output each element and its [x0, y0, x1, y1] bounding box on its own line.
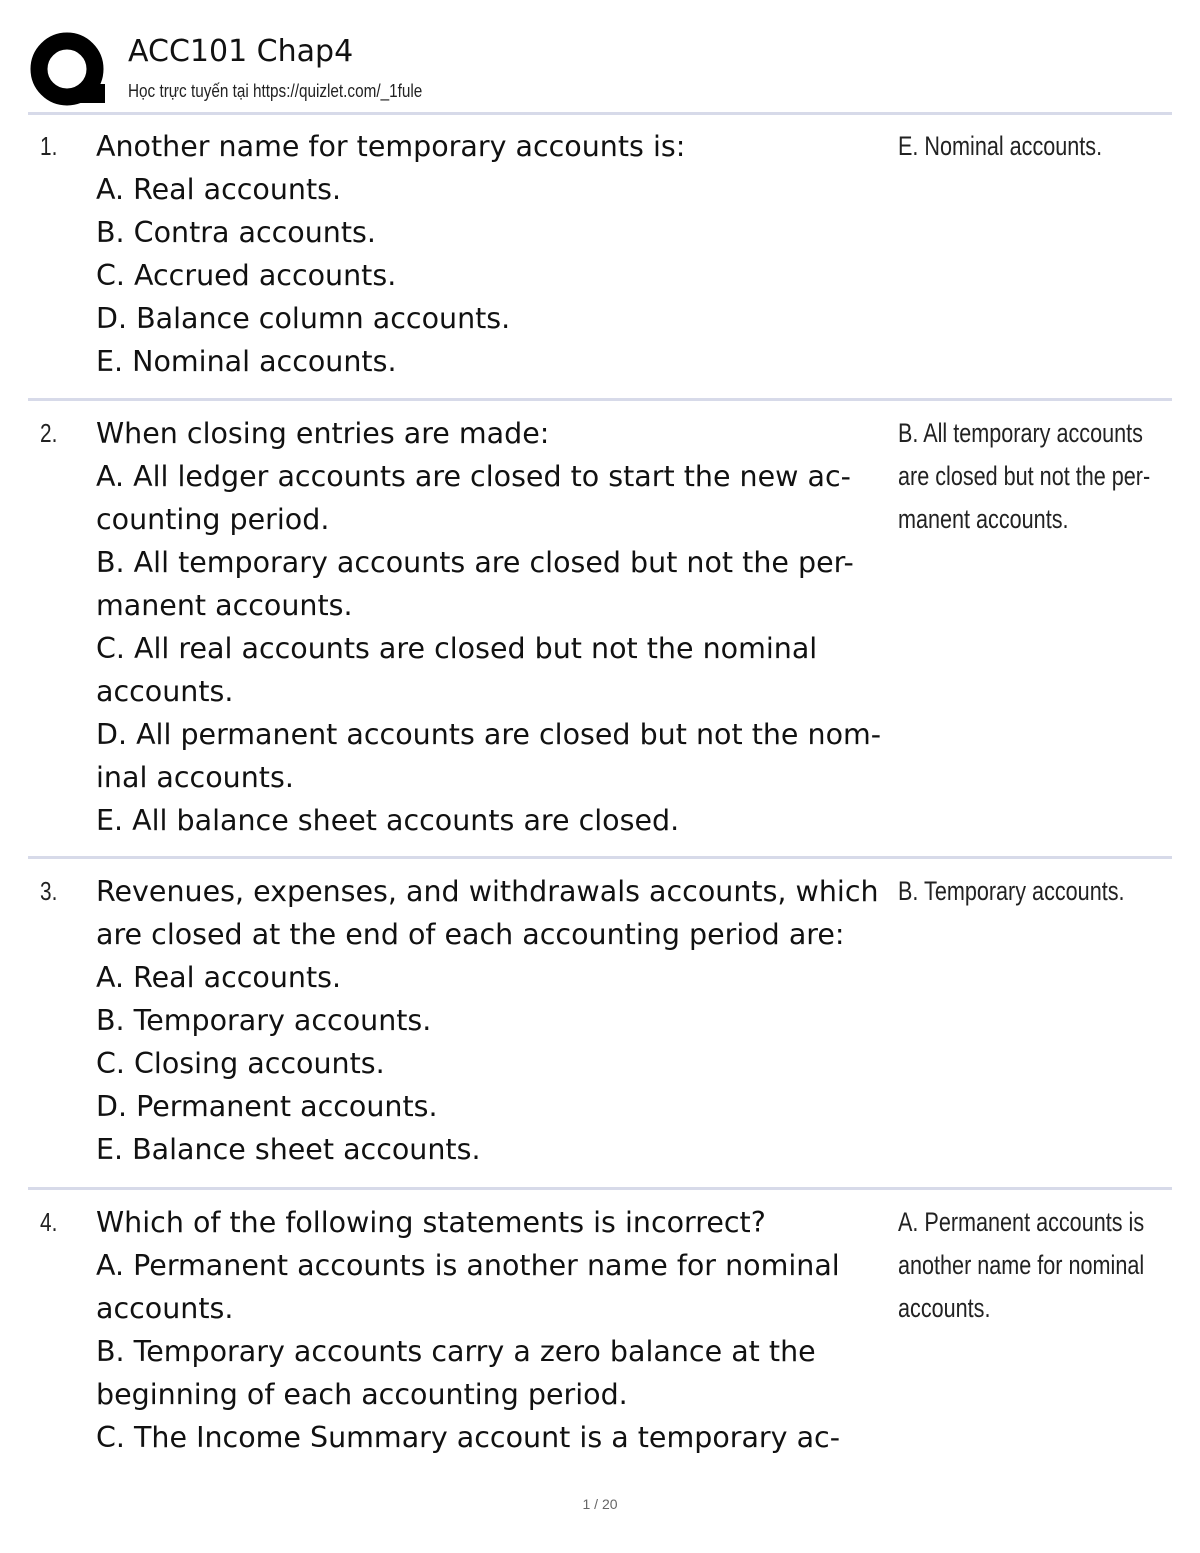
question-line: C. Accrued accounts.	[96, 259, 397, 292]
question-line: B. Temporary accounts.	[96, 1004, 432, 1037]
question-line: are closed at the end of each accounting period are:	[96, 918, 845, 951]
answer-line: another name for nominal	[898, 1250, 1145, 1280]
question-text	[96, 1201, 896, 1459]
question-number: 2.	[40, 418, 58, 448]
question-line: Which of the following statements is incorrect?	[96, 1206, 766, 1239]
question-line: A. Permanent accounts is another name for nominal	[96, 1249, 840, 1282]
quizlet-logo-icon	[30, 32, 108, 110]
question-line: Another name for temporary accounts is:	[96, 130, 686, 163]
document-subtitle: Học trực tuyến tại https://quizlet.com/_1fule	[128, 81, 423, 101]
question-line: E. All balance sheet accounts are closed.	[96, 804, 680, 837]
question-number: 1.	[40, 131, 58, 161]
question-line: D. Permanent accounts.	[96, 1090, 438, 1123]
answer-line: accounts.	[898, 1293, 991, 1323]
page-header	[30, 30, 1172, 110]
divider	[28, 398, 1172, 401]
answer-text	[898, 870, 1158, 913]
divider	[28, 856, 1172, 859]
question-line: When closing entries are made:	[96, 417, 550, 450]
question-line: D. All permanent accounts are closed but not the nom-	[96, 718, 882, 751]
question-line: manent accounts.	[96, 589, 353, 622]
answer-line: A. Permanent accounts is	[898, 1207, 1145, 1237]
question-text	[96, 125, 896, 383]
question-number: 3.	[40, 876, 58, 906]
question-line: A. All ledger accounts are closed to start the new ac-	[96, 460, 851, 493]
answer-text	[898, 412, 1158, 541]
question-line: B. Contra accounts.	[96, 216, 376, 249]
answer-line: E. Nominal accounts.	[898, 131, 1103, 161]
question-line: C. Closing accounts.	[96, 1047, 385, 1080]
answer-line: B. All temporary accounts	[898, 418, 1143, 448]
question-number: 4.	[40, 1207, 58, 1237]
question-line: B. Temporary accounts carry a zero balance at the	[96, 1335, 816, 1368]
question-line: A. Real accounts.	[96, 173, 342, 206]
answer-line: manent accounts.	[898, 504, 1069, 534]
question-line: C. The Income Summary account is a temporary ac-	[96, 1421, 840, 1454]
question-line: A. Real accounts.	[96, 961, 342, 994]
answer-text	[898, 1201, 1158, 1330]
question-text	[96, 870, 896, 1171]
question-line: E. Balance sheet accounts.	[96, 1133, 481, 1166]
question-line: beginning of each accounting period.	[96, 1378, 628, 1411]
question-line: accounts.	[96, 1292, 234, 1325]
question-line: C. All real accounts are closed but not the nominal	[96, 632, 818, 665]
divider	[28, 1187, 1172, 1190]
question-line: accounts.	[96, 675, 234, 708]
page-number: 1 / 20	[582, 1496, 618, 1512]
question-line: Revenues, expenses, and withdrawals accounts, which	[96, 875, 879, 908]
answer-text	[898, 125, 1158, 168]
question-line: D. Balance column accounts.	[96, 302, 511, 335]
question-text	[96, 412, 896, 842]
answer-line: B. Temporary accounts.	[898, 876, 1125, 906]
divider	[28, 112, 1172, 115]
question-line: inal accounts.	[96, 761, 294, 794]
document-title: ACC101 Chap4	[128, 34, 354, 69]
question-line: counting period.	[96, 503, 330, 536]
answer-line: are closed but not the per-	[898, 461, 1151, 491]
question-line: B. All temporary accounts are closed but not the per-	[96, 546, 854, 579]
question-line: E. Nominal accounts.	[96, 345, 397, 378]
